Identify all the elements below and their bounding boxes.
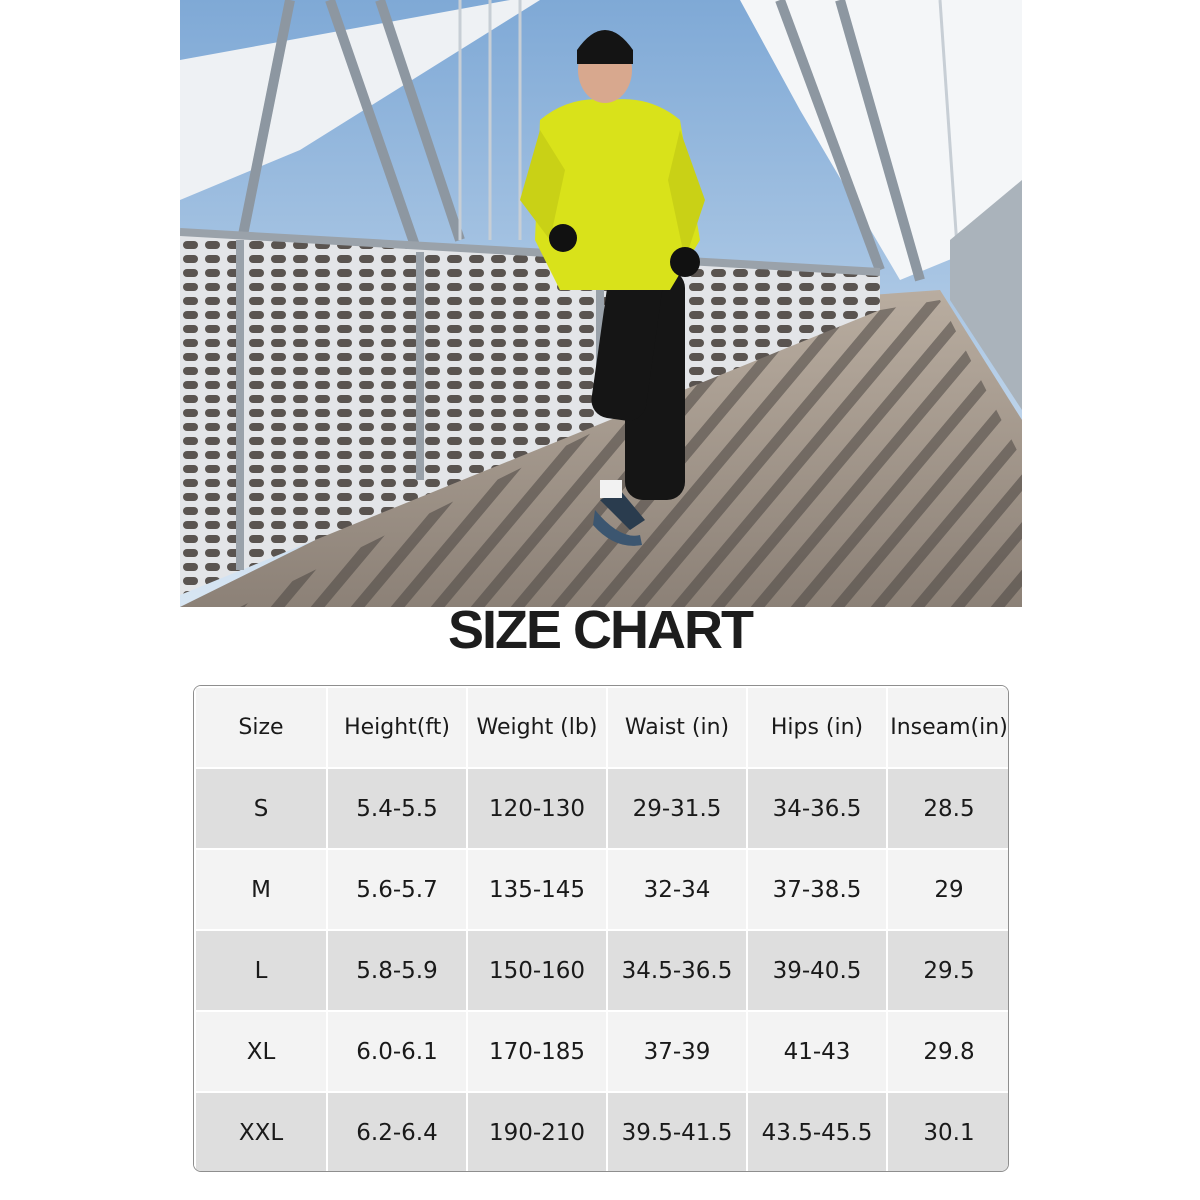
- size-chart-table: [193, 685, 1009, 1172]
- table-row: [195, 1011, 1009, 1092]
- cell-weight: 190-210: [467, 1092, 607, 1172]
- cell-inseam: 29: [887, 849, 1009, 930]
- cell-hips: 43.5-45.5: [747, 1092, 887, 1172]
- cell-waist: 34.5-36.5: [607, 930, 747, 1011]
- cell-inseam: 30.1: [887, 1092, 1009, 1172]
- cell-size: L: [195, 930, 327, 1011]
- table-row: [195, 1092, 1009, 1172]
- header-weight: Weight (lb): [467, 687, 607, 768]
- cell-weight: 135-145: [467, 849, 607, 930]
- header-height: Height(ft): [327, 687, 467, 768]
- cell-height: 6.0-6.1: [327, 1011, 467, 1092]
- table-header-row: [195, 687, 1009, 768]
- cell-weight: 120-130: [467, 768, 607, 849]
- cell-hips: 37-38.5: [747, 849, 887, 930]
- cell-waist: 32-34: [607, 849, 747, 930]
- header-inseam: Inseam(in): [887, 687, 1009, 768]
- cell-weight: 170-185: [467, 1011, 607, 1092]
- cell-height: 6.2-6.4: [327, 1092, 467, 1172]
- cell-waist: 29-31.5: [607, 768, 747, 849]
- cell-hips: 39-40.5: [747, 930, 887, 1011]
- cell-height: 5.6-5.7: [327, 849, 467, 930]
- cell-size: S: [195, 768, 327, 849]
- cell-size: XL: [195, 1011, 327, 1092]
- header-hips: Hips (in): [747, 687, 887, 768]
- cell-weight: 150-160: [467, 930, 607, 1011]
- cell-size: M: [195, 849, 327, 930]
- cell-waist: 37-39: [607, 1011, 747, 1092]
- size-chart-title: SIZE CHART: [448, 600, 752, 660]
- cell-inseam: 28.5: [887, 768, 1009, 849]
- cell-waist: 39.5-41.5: [607, 1092, 747, 1172]
- cell-hips: 41-43: [747, 1011, 887, 1092]
- cell-size: XXL: [195, 1092, 327, 1172]
- hero-photo-runner-on-bridge: [180, 0, 1022, 607]
- cell-height: 5.8-5.9: [327, 930, 467, 1011]
- table-row: [195, 930, 1009, 1011]
- table-row: [195, 849, 1009, 930]
- cell-inseam: 29.8: [887, 1011, 1009, 1092]
- table-row: [195, 768, 1009, 849]
- cell-height: 5.4-5.5: [327, 768, 467, 849]
- cell-hips: 34-36.5: [747, 768, 887, 849]
- header-size: Size: [195, 687, 327, 768]
- cell-inseam: 29.5: [887, 930, 1009, 1011]
- header-waist: Waist (in): [607, 687, 747, 768]
